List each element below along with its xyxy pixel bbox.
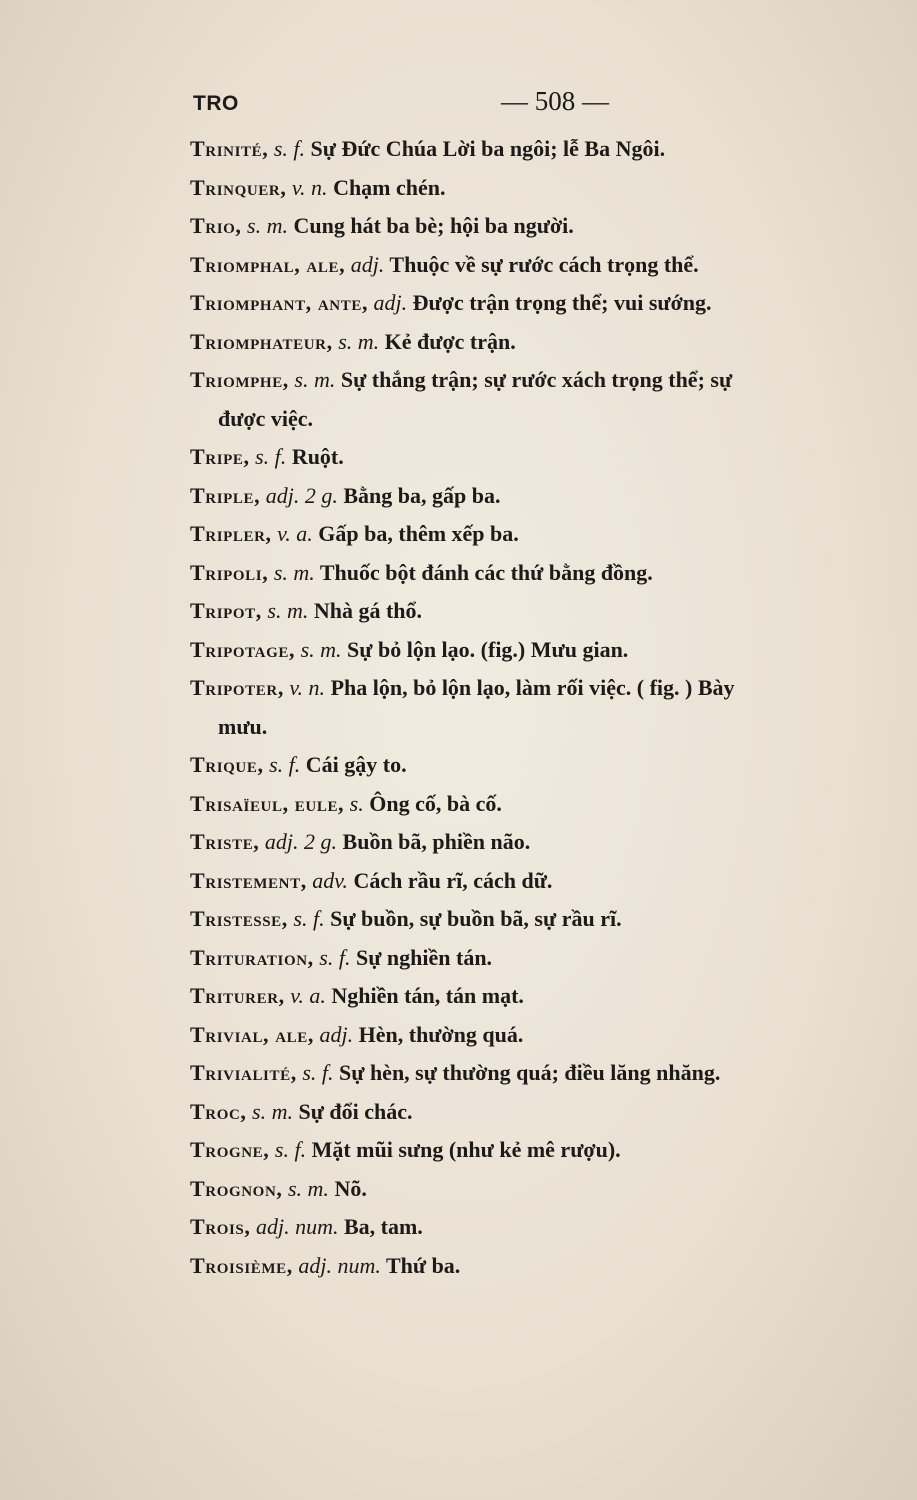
grammar-label: s. m. [246, 1098, 293, 1124]
headword: Tripoter, [190, 675, 284, 700]
entry-continuation [190, 708, 890, 747]
headword: Tripoli, [190, 559, 269, 585]
grammar-label: adj. 2 g. [259, 829, 338, 854]
headword: Triomphant, ante, [190, 290, 369, 315]
grammar-label: s. f. [269, 1137, 307, 1162]
grammar-label: adj. [314, 1021, 354, 1047]
definition: Pha lộn, bỏ lộn lạo, làm rối việc. ( fig. ) Bày [325, 675, 735, 700]
definition: Thứ ba. [380, 1252, 461, 1278]
definition: Ba, tam. [338, 1214, 423, 1239]
definition: Thuộc về sự rước cách trọng thể. [384, 251, 699, 277]
headword: Tristesse, [190, 906, 288, 931]
definition: Ông cố, bà cố. [363, 790, 502, 816]
headword: Trinquer, [190, 174, 287, 200]
entry-continuation [190, 400, 890, 439]
dictionary-entry [190, 1208, 890, 1247]
dictionary-entry [190, 246, 890, 285]
definition: Sự Đức Chúa Lời ba ngôi; lễ Ba Ngôi. [305, 136, 666, 161]
dictionary-entry [190, 169, 890, 208]
dictionary-entry [190, 823, 890, 862]
page-header [193, 84, 873, 124]
definition: Thuốc bột đánh các thứ bằng đồng. [314, 559, 653, 585]
grammar-label: adj. [345, 251, 385, 277]
definition: Sự hèn, sự thường quá; điều lăng nhăng. [333, 1060, 721, 1085]
dictionary-entry [190, 900, 890, 939]
headword: Trio, [190, 213, 242, 238]
dictionary-entry [190, 438, 890, 477]
definition: Sự đổi chác. [292, 1098, 413, 1124]
dictionary-entry [190, 130, 890, 169]
grammar-label: s. f. [268, 136, 306, 161]
grammar-label: v. a. [284, 983, 326, 1008]
dictionary-entry [190, 669, 890, 708]
headword: Triple, [190, 482, 261, 508]
headword: Tripot, [190, 598, 262, 623]
headword: Trinité, [190, 136, 269, 161]
grammar-label: s. f. [263, 752, 301, 777]
grammar-label: s. m. [295, 636, 342, 662]
grammar-label: s. m. [241, 213, 288, 238]
headword: Trivialité, [190, 1060, 297, 1085]
headword: Troisième, [190, 1252, 293, 1278]
definition: Nhà gá thổ. [308, 598, 423, 623]
grammar-label: s. m. [261, 598, 309, 623]
running-head: TRO [193, 92, 239, 115]
dictionary-entry [190, 1093, 890, 1132]
headword: Trogne, [190, 1137, 270, 1162]
grammar-label: v. a. [271, 521, 313, 546]
grammar-label: s. [344, 790, 364, 816]
dictionary-entry [190, 515, 890, 554]
dictionary-entry [190, 1016, 890, 1055]
dictionary-entry [190, 862, 890, 901]
grammar-label: adj. 2 g. [260, 482, 338, 508]
definition: Gấp ba, thêm xếp ba. [312, 521, 519, 546]
dictionary-entry [190, 746, 890, 785]
definition: mưu. [218, 713, 268, 739]
headword: Triturer, [190, 983, 285, 1008]
dictionary-entry [190, 785, 890, 824]
grammar-label: v. n. [286, 174, 328, 200]
entry-list [190, 130, 890, 1285]
headword: Tripotage, [190, 636, 296, 662]
dictionary-entry [190, 554, 890, 593]
headword: Trois, [190, 1214, 251, 1239]
dictionary-entry [190, 1247, 890, 1286]
dictionary-entry [190, 977, 890, 1016]
definition: Ruột. [286, 444, 344, 469]
definition: Nghiền tán, tán mạt. [325, 983, 524, 1008]
headword: Tripler, [190, 521, 272, 546]
dictionary-entry [190, 323, 890, 362]
grammar-label: s. f. [313, 944, 351, 970]
dictionary-entry [190, 477, 890, 516]
grammar-label: s. m. [282, 1175, 329, 1201]
headword: Tristement, [190, 867, 307, 893]
grammar-label: adj. [368, 290, 408, 315]
grammar-label: s. f. [287, 906, 325, 931]
grammar-label: s. m. [332, 328, 380, 354]
headword: Troc, [190, 1098, 247, 1124]
dictionary-entry [190, 284, 890, 323]
definition: Sự nghiền tán. [350, 944, 493, 970]
dictionary-entry [190, 1054, 890, 1093]
headword: Trognon, [190, 1175, 283, 1201]
headword: Trisaïeul, eule, [190, 790, 345, 816]
dictionary-entry [190, 1131, 890, 1170]
definition: Cung hát ba bè; hội ba người. [287, 213, 574, 238]
headword: Triomphal, ale, [190, 251, 346, 277]
definition: Nõ. [328, 1175, 367, 1201]
definition: Cái gậy to. [300, 752, 407, 777]
dictionary-entry [190, 361, 890, 400]
headword: Triomphe, [190, 367, 289, 392]
grammar-label: adj. num. [292, 1252, 381, 1278]
grammar-label: v. n. [283, 675, 326, 700]
definition: Kẻ được trận. [379, 328, 516, 354]
grammar-label: adj. num. [250, 1214, 339, 1239]
dictionary-entry [190, 592, 890, 631]
headword: Trique, [190, 752, 264, 777]
page-number: — 508 — [501, 86, 609, 116]
headword: Trituration, [190, 944, 314, 970]
definition: Sự thắng trận; sự rước xách trọng thể; sự [335, 367, 733, 392]
grammar-label: s. m. [268, 559, 315, 585]
headword: Tripe, [190, 444, 250, 469]
definition: Hèn, thường quá. [353, 1021, 524, 1047]
definition: Bằng ba, gấp ba. [337, 482, 501, 508]
grammar-label: s. f. [249, 444, 287, 469]
headword: Triste, [190, 829, 260, 854]
definition: Cách rầu rĩ, cách dữ. [347, 867, 553, 893]
definition: được việc. [218, 405, 314, 431]
dictionary-entry [190, 631, 890, 670]
dictionary-entry [190, 939, 890, 978]
headword: Triomphateur, [190, 328, 333, 354]
grammar-label: s. m. [288, 367, 336, 392]
definition: Buồn bã, phiền não. [337, 829, 531, 854]
grammar-label: s. f. [296, 1060, 334, 1085]
definition: Sự buồn, sự buồn bã, sự rầu rĩ. [324, 906, 622, 931]
grammar-label: adv. [306, 867, 348, 893]
definition: Chạm chén. [327, 174, 446, 200]
definition: Sự bỏ lộn lạo. (fig.) Mưu gian. [341, 636, 629, 662]
headword: Trivial, ale, [190, 1021, 314, 1047]
definition: Được trận trọng thể; vui sướng. [407, 290, 712, 315]
definition: Mặt mũi sưng (như kẻ mê rượu). [306, 1137, 621, 1162]
dictionary-entry [190, 1170, 890, 1209]
dictionary-entry [190, 207, 890, 246]
